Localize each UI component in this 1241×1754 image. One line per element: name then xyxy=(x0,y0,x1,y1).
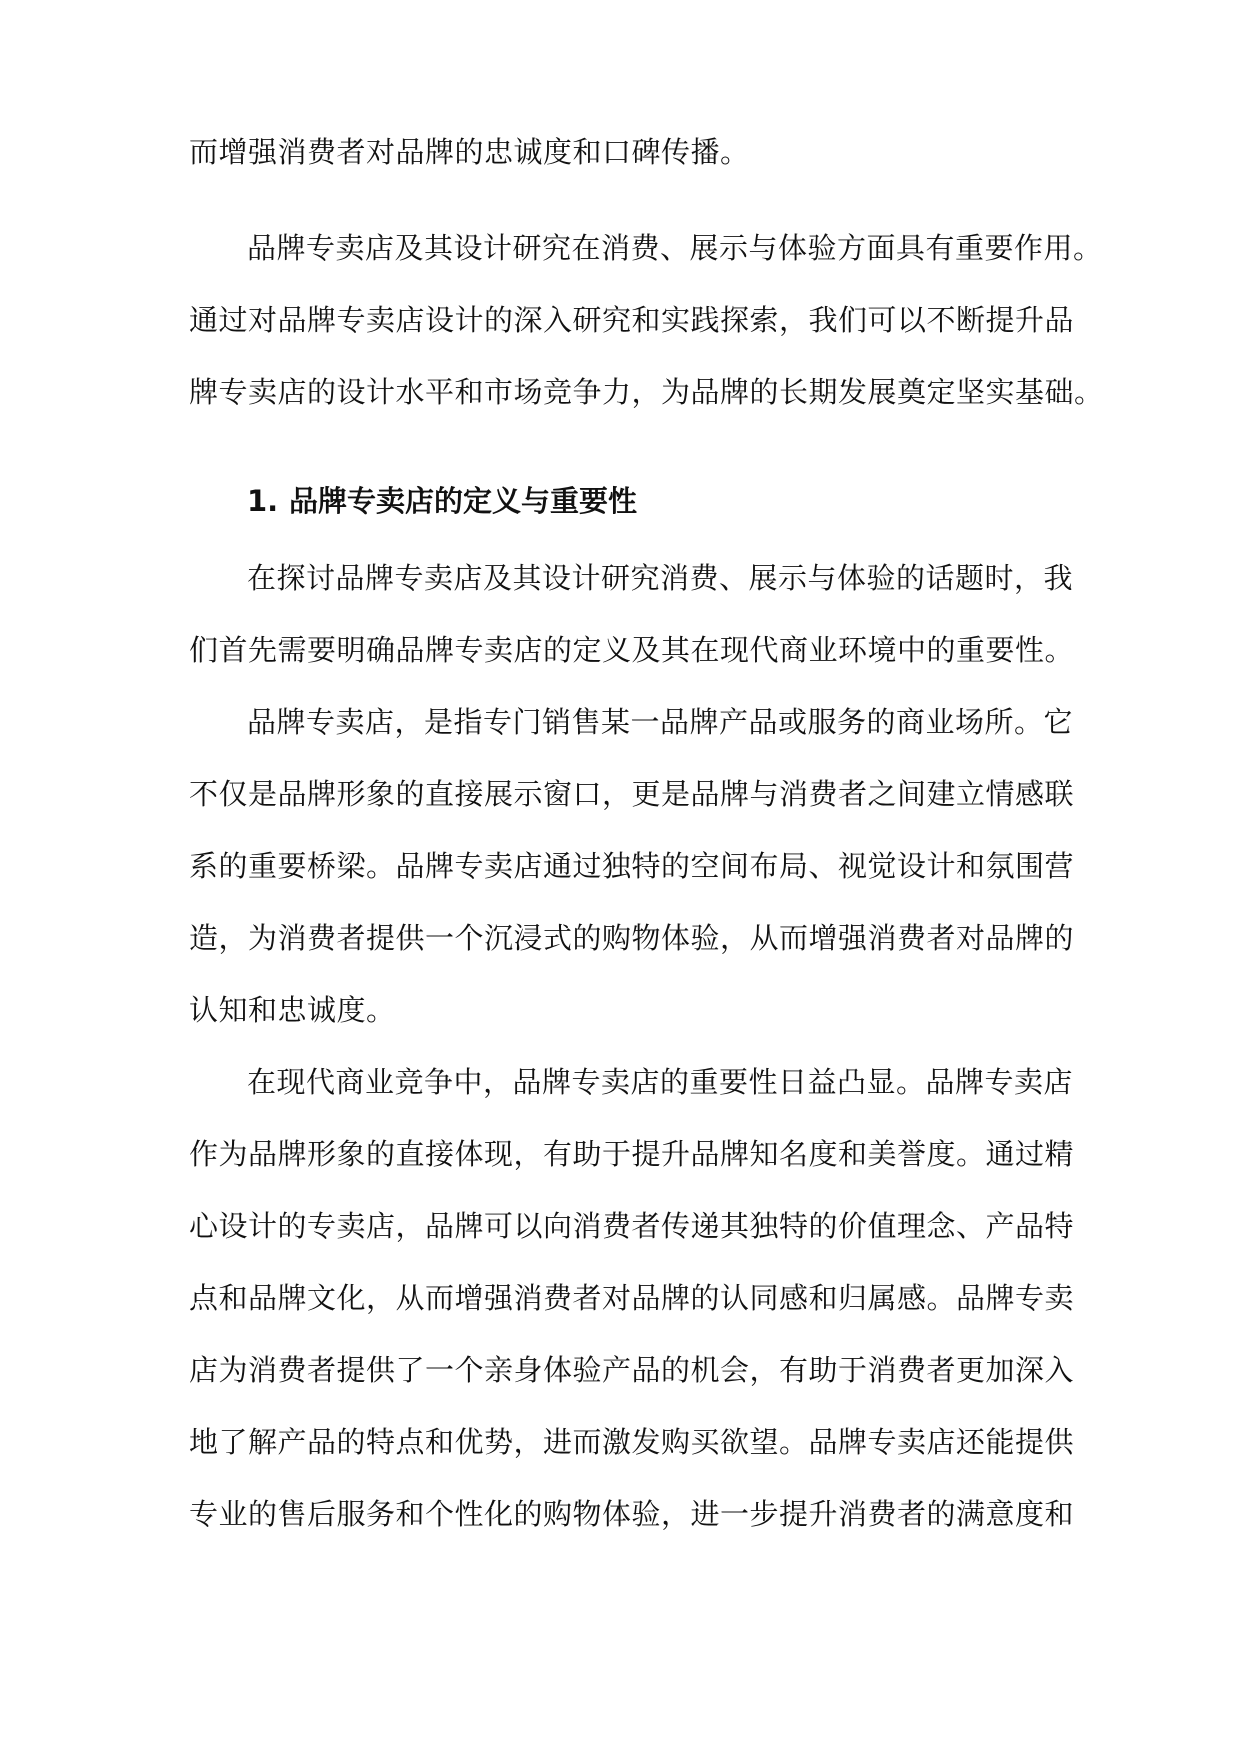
text-line: 通过对品牌专卖店设计的深入研究和实践探索，我们可以不断提升品 xyxy=(189,303,1075,337)
text-line: 作为品牌形象的直接体现，有助于提升品牌知名度和美誉度。通过精 xyxy=(189,1137,1075,1171)
text-line: 而增强消费者对品牌的忠诚度和口碑传播。 xyxy=(189,135,750,169)
text-line: 点和品牌文化，从而增强消费者对品牌的认同感和归属感。品牌专卖 xyxy=(189,1281,1075,1315)
text-line: 牌专卖店的设计水平和市场竞争力，为品牌的长期发展奠定坚实基础。 xyxy=(189,375,1104,409)
text-line: 在现代商业竞争中，品牌专卖店的重要性日益凸显。品牌专卖店 xyxy=(247,1065,1074,1099)
text-line: 不仅是品牌形象的直接展示窗口，更是品牌与消费者之间建立情感联 xyxy=(189,777,1075,811)
text-line: 心设计的专卖店，品牌可以向消费者传递其独特的价值理念、产品特 xyxy=(189,1209,1075,1243)
text-line: 认知和忠诚度。 xyxy=(189,993,396,1027)
text-line: 品牌专卖店及其设计研究在消费、展示与体验方面具有重要作用。 xyxy=(247,231,1103,265)
text-line: 专业的售后服务和个性化的购物体验，进一步提升消费者的满意度和 xyxy=(189,1497,1075,1531)
text-line: 系的重要桥梁。品牌专卖店通过独特的空间布局、视觉设计和氛围营 xyxy=(189,849,1075,883)
text-line: 在探讨品牌专卖店及其设计研究消费、展示与体验的话题时，我 xyxy=(247,561,1074,595)
section-number: 1. xyxy=(247,484,279,518)
text-line: 们首先需要明确品牌专卖店的定义及其在现代商业环境中的重要性。 xyxy=(189,633,1075,667)
section-title: 品牌专卖店的定义与重要性 xyxy=(289,484,638,518)
text-line: 店为消费者提供了一个亲身体验产品的机会，有助于消费者更加深入 xyxy=(189,1353,1075,1387)
text-line: 地了解产品的特点和优势，进而激发购买欲望。品牌专卖店还能提供 xyxy=(189,1425,1075,1459)
section-heading xyxy=(247,481,637,521)
text-line: 造，为消费者提供一个沉浸式的购物体验，从而增强消费者对品牌的 xyxy=(189,921,1075,955)
text-line: 品牌专卖店，是指专门销售某一品牌产品或服务的商业场所。它 xyxy=(247,705,1074,739)
